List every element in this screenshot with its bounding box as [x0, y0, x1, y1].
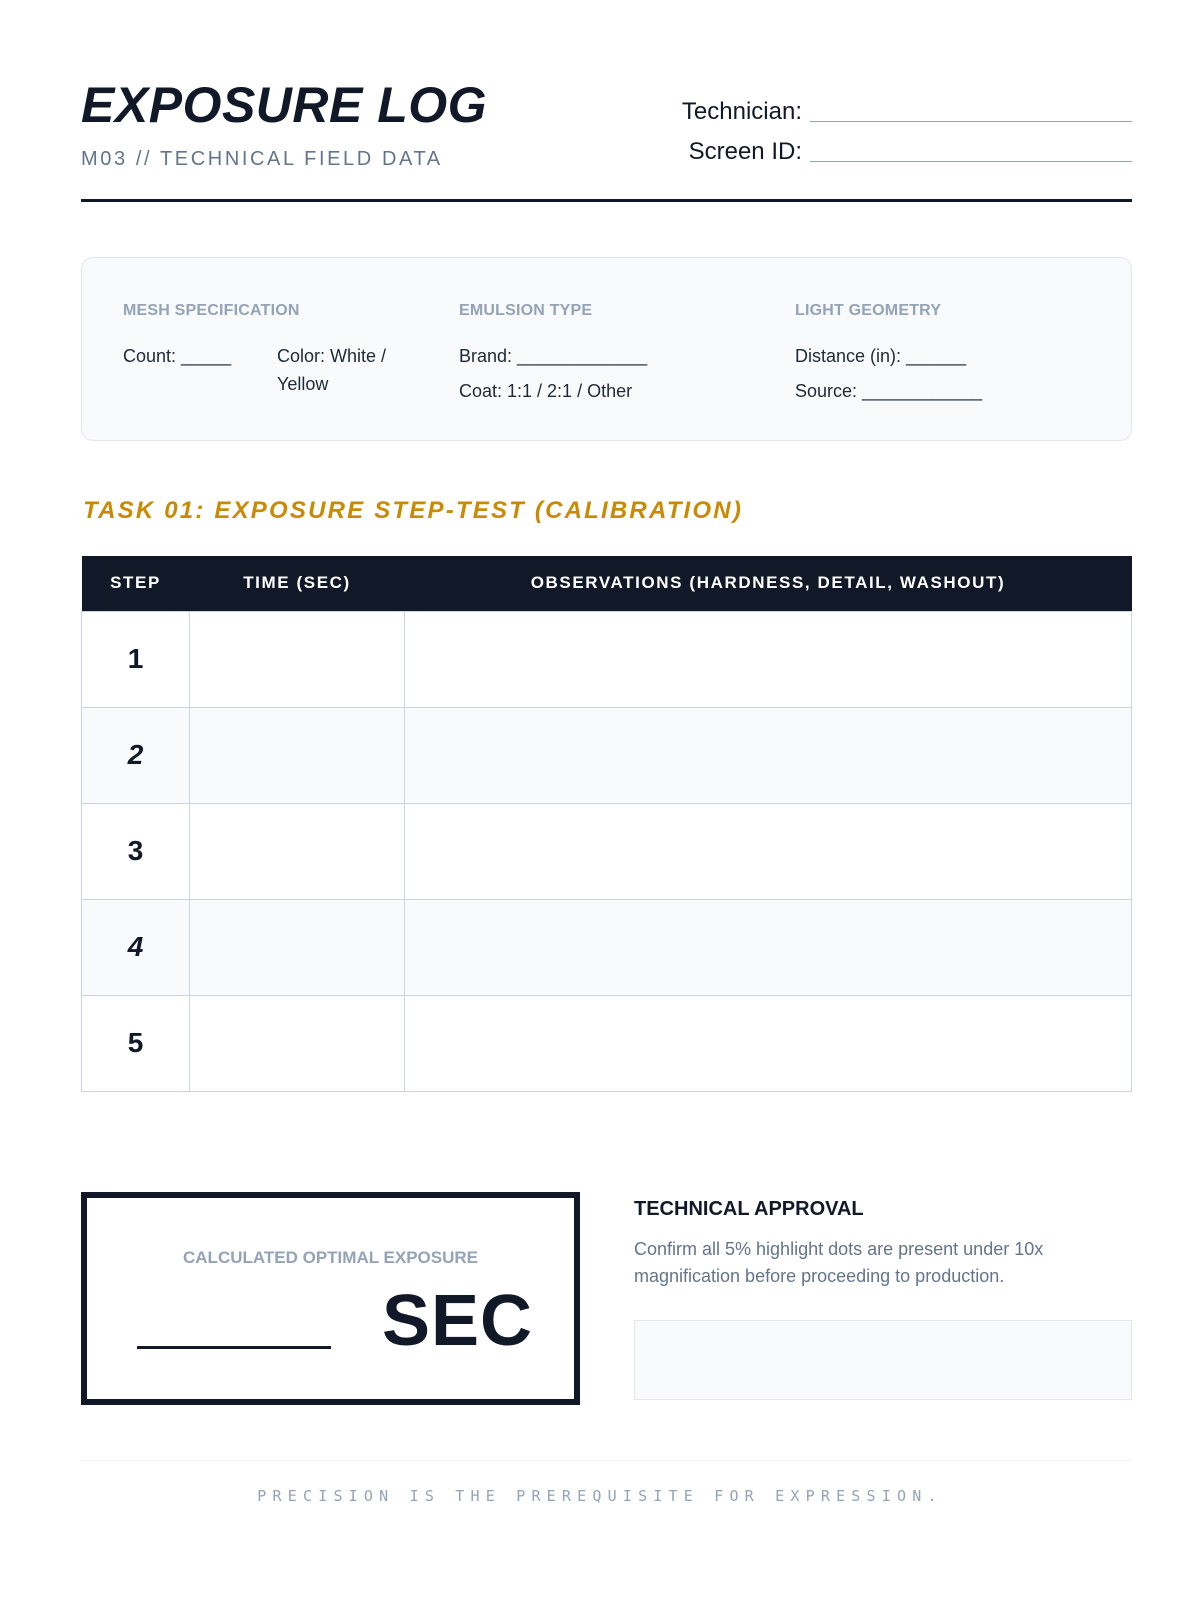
time-cell[interactable]	[190, 899, 405, 995]
document-header	[81, 62, 1132, 202]
light-geometry-section	[795, 302, 1095, 401]
step-number: 1	[82, 611, 190, 707]
optimal-exposure-label: CALCULATED OPTIMAL EXPOSURE	[183, 1248, 478, 1267]
optimal-exposure-box	[81, 1192, 580, 1405]
screen-id-label: Screen ID:	[688, 138, 802, 165]
step-number: 3	[82, 803, 190, 899]
optimal-exposure-unit: SEC	[382, 1281, 534, 1361]
technician-blank[interactable]	[810, 121, 1132, 122]
optimal-exposure-blank[interactable]	[137, 1346, 331, 1349]
time-cell[interactable]	[190, 995, 405, 1091]
step-number: 2	[82, 707, 190, 803]
mesh-color[interactable]: Color: White /	[277, 346, 387, 366]
step-number: 4	[82, 899, 190, 995]
step-test-table	[81, 556, 1132, 1092]
table-header-row	[82, 556, 1132, 611]
step-number: 5	[82, 995, 190, 1091]
mesh-spec-section	[123, 302, 423, 394]
screen-id-blank[interactable]	[810, 161, 1132, 162]
technician-label: Technician:	[681, 98, 802, 125]
emulsion-brand[interactable]: Brand: _____________	[459, 346, 648, 366]
footer-divider	[81, 1460, 1132, 1461]
technician-field[interactable]	[682, 96, 1132, 126]
mesh-color-cont: Yellow	[277, 374, 329, 394]
approval-signature-box[interactable]	[634, 1320, 1132, 1400]
observations-cell[interactable]	[405, 803, 1132, 899]
emulsion-coat[interactable]: Coat: 1:1 / 2:1 / Other	[459, 381, 633, 401]
table-row	[82, 611, 1132, 707]
light-distance[interactable]: Distance (in): ______	[795, 346, 967, 366]
col-time: TIME (SEC)	[190, 556, 405, 611]
mesh-spec-heading: MESH SPECIFICATION	[123, 302, 300, 319]
task-title: TASK 01: EXPOSURE STEP-TEST (CALIBRATION)	[83, 497, 744, 524]
observations-cell[interactable]	[405, 899, 1132, 995]
footer-tagline: PRECISION IS THE PREREQUISITE FOR EXPRESSION.	[257, 1487, 943, 1505]
table-row	[82, 899, 1132, 995]
col-step: STEP	[82, 556, 190, 611]
table-row	[82, 803, 1132, 899]
emulsion-section	[459, 302, 759, 401]
observations-cell[interactable]	[405, 611, 1132, 707]
time-cell[interactable]	[190, 611, 405, 707]
screen-id-field[interactable]	[689, 136, 1132, 166]
mesh-count[interactable]: Count: _____	[123, 346, 232, 366]
observations-cell[interactable]	[405, 995, 1132, 1091]
spec-card	[81, 257, 1132, 441]
emulsion-heading: EMULSION TYPE	[459, 302, 593, 319]
light-source[interactable]: Source: ____________	[795, 381, 983, 401]
approval-title: TECHNICAL APPROVAL	[634, 1198, 864, 1220]
page-title: EXPOSURE LOG	[81, 77, 488, 133]
table-row	[82, 995, 1132, 1091]
page-subtitle: M03 // TECHNICAL FIELD DATA	[81, 148, 443, 170]
observations-cell[interactable]	[405, 707, 1132, 803]
col-observations: OBSERVATIONS (HARDNESS, DETAIL, WASHOUT)	[405, 556, 1132, 611]
time-cell[interactable]	[190, 803, 405, 899]
time-cell[interactable]	[190, 707, 405, 803]
approval-instructions: Confirm all 5% highlight dots are present under 10x magnification before proceeding to production.	[634, 1239, 1044, 1286]
table-row	[82, 707, 1132, 803]
light-geometry-heading: LIGHT GEOMETRY	[795, 302, 942, 319]
